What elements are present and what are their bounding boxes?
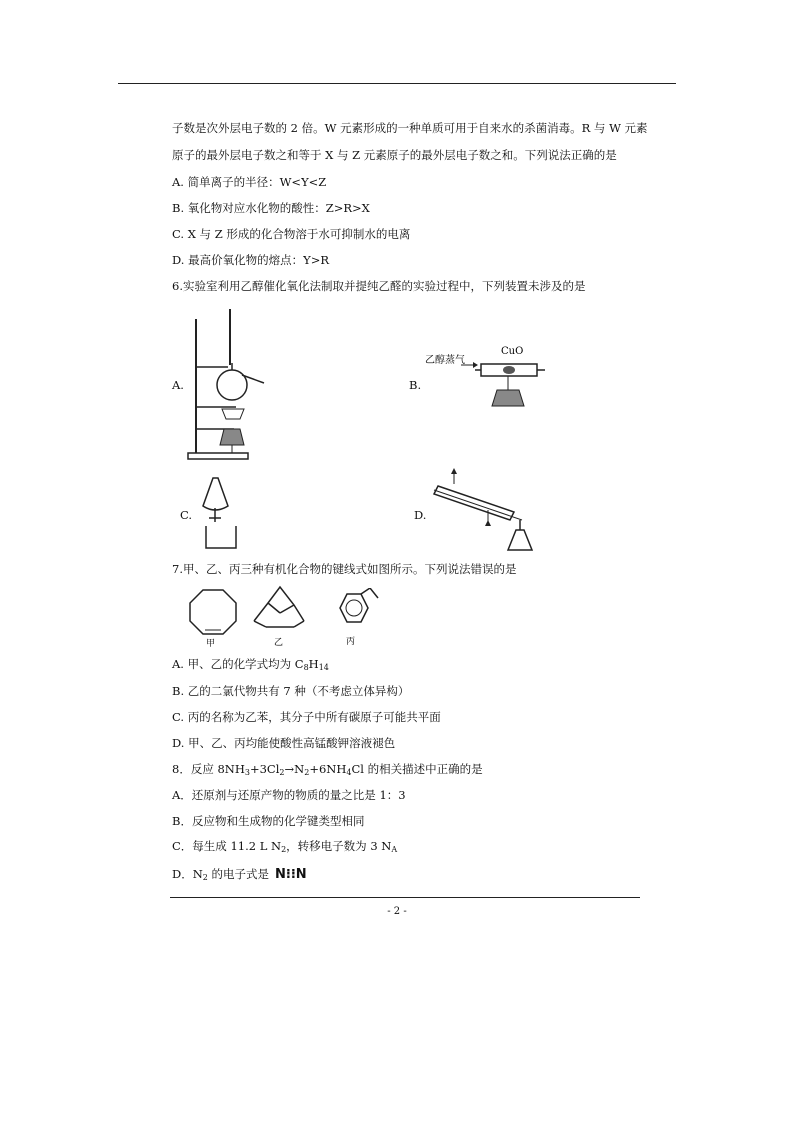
- q5-option-d: D. 最高价氧化物的熔点：Y>R: [172, 253, 330, 267]
- q7-option-b: B. 乙的二氯代物共有 7 种（不考虑立体异构）: [172, 684, 410, 698]
- q8-option-c: C．每生成 11.2 L $N_2$，转移电子数为 3 $N_A$: [172, 839, 398, 854]
- footer-rule: [170, 897, 640, 898]
- q6-label-a: A.: [172, 378, 184, 392]
- q8-stem: 8．反应 $8NH_3+3Cl_2\to N_2+6NH_4Cl$ 的相关描述中正确的是: [172, 762, 483, 777]
- q6-label-c: C.: [180, 508, 193, 522]
- q6-stem: 6.实验室利用乙醇催化氧化法制取并提纯乙醛的实验过程中，下列装置未涉及的是: [172, 279, 586, 293]
- q7-stem: 7.甲、乙、丙三种有机化合物的键线式如图所示。下列说法错误的是: [172, 562, 517, 576]
- q8-option-b: B．反应物和生成物的化学键类型相同: [172, 814, 365, 828]
- header-rule: [118, 83, 676, 84]
- compound-name-jia: 甲: [206, 639, 216, 648]
- compound-bing-ethylbenzene: [330, 588, 382, 648]
- apparatus-c-separatory-funnel: [198, 476, 242, 552]
- q6-label-d: D.: [414, 508, 427, 522]
- q8-option-d: D．$N_2$ 的电子式是 N⁝⁝N: [172, 867, 307, 882]
- compound-name-bing: 丙: [346, 637, 356, 647]
- compound-jia-cyclooctene: [186, 588, 240, 648]
- compound-name-yi: 乙: [274, 638, 284, 648]
- q7-option-c: C. 丙的名称为乙苯，其分子中所有碳原子可能共平面: [172, 710, 441, 724]
- q6-label-b: B.: [409, 378, 422, 392]
- q8-option-a: A．还原剂与还原产物的物质的量之比是 1：3: [172, 788, 406, 802]
- q7-option-d: D. 甲、乙、丙均能使酸性高锰酸钾溶液褪色: [172, 736, 396, 750]
- n2-electron-formula: N⁝⁝N: [275, 867, 307, 882]
- b-gas-label: 乙醇蒸气: [425, 355, 465, 366]
- page-number: - 2 -: [387, 906, 407, 917]
- apparatus-a-distillation: [182, 305, 272, 465]
- apparatus-b-cuo-tube: [425, 340, 550, 420]
- apparatus-d-condenser: [430, 468, 540, 558]
- compound-yi-bicyclic: [250, 583, 310, 648]
- q5-line1: 子数是次外层电子数的 2 倍。W 元素形成的一种单质可用于自来水的杀菌消毒。R 与 W 元素: [172, 121, 648, 135]
- q7-option-a: A. 甲、乙的化学式均为 $C_8H_{14}$: [172, 657, 329, 672]
- b-reagent-label: CuO: [501, 346, 524, 357]
- q5-line2: 原子的最外层电子数之和等于 X 与 Z 元素原子的最外层电子数之和。下列说法正确的是: [172, 148, 617, 162]
- q5-option-b: B. 氧化物对应水化物的酸性：Z>R>X: [172, 201, 370, 215]
- q5-option-c: C. X 与 Z 形成的化合物溶于水可抑制水的电离: [172, 227, 411, 241]
- q5-option-a: A. 简单离子的半径：W<Y<Z: [172, 175, 327, 189]
